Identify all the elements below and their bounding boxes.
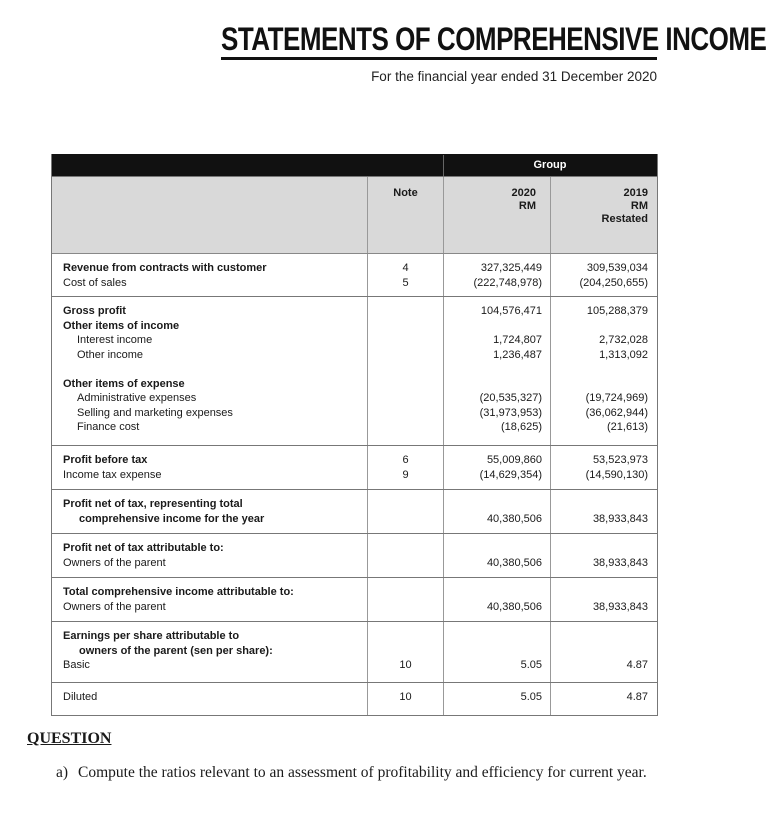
- note-cell: [367, 534, 443, 577]
- line-item-note: 6: [402, 454, 409, 466]
- line-item-label: Interest income: [77, 334, 153, 346]
- year-2019-currency: RM: [630, 200, 648, 212]
- line-item-note: [368, 512, 443, 527]
- statement-subtitle: For the financial year ended 31 December 2020: [371, 69, 657, 84]
- year-2020-header: [443, 177, 550, 253]
- line-item-value-2020: [444, 377, 542, 392]
- line-item-value-2019: (204,250,655): [579, 276, 648, 289]
- line-item-label: [63, 362, 367, 377]
- line-item-label: Profit before tax: [63, 454, 148, 466]
- year-2020-currency: RM: [518, 200, 536, 212]
- line-item-label: Gross profit: [63, 305, 126, 317]
- statement-section: [52, 533, 657, 577]
- line-item-label: comprehensive income for the year: [79, 512, 265, 525]
- title-underline: [221, 57, 657, 60]
- value-2020-cell: [443, 297, 550, 445]
- statement-sections: [52, 253, 657, 715]
- value-2020-cell: [443, 254, 550, 296]
- line-item-label: Profit net of tax attributable to:: [63, 542, 224, 554]
- line-item-note: 9: [402, 468, 409, 481]
- line-item-value-2020: [444, 541, 542, 556]
- line-item-value-2020: 1,724,807: [493, 334, 542, 346]
- label-cell: [52, 297, 367, 445]
- line-item-value-2019: 2,732,028: [599, 334, 648, 346]
- line-item-note: [368, 420, 443, 435]
- statement-section: [52, 296, 657, 445]
- line-item-value-2019: 4.87: [626, 659, 648, 671]
- value-2020-cell: [443, 683, 550, 715]
- line-item-value-2019: 38,933,843: [592, 512, 648, 525]
- line-item-note: [368, 333, 443, 348]
- line-item-value-2020: [444, 629, 542, 644]
- line-item-label: Selling and marketing expenses: [77, 406, 233, 419]
- line-item-value-2019: 309,539,034: [586, 262, 648, 274]
- line-item-note: 4: [402, 262, 409, 274]
- statement-title: STATEMENTS OF COMPREHENSIVE INCOME: [221, 20, 766, 58]
- line-item-note: [368, 304, 443, 319]
- line-item-label: Finance cost: [77, 421, 140, 433]
- note-cell: [367, 683, 443, 715]
- line-item-value-2019: [551, 629, 648, 644]
- line-item-value-2020: 55,009,860: [486, 454, 542, 466]
- note-cell: [367, 254, 443, 296]
- line-item-value-2020: (31,973,953): [479, 406, 542, 419]
- note-cell: [367, 578, 443, 621]
- statement-section: [52, 577, 657, 621]
- value-2020-cell: [443, 490, 550, 533]
- line-item-note: [368, 362, 443, 377]
- note-cell: [367, 490, 443, 533]
- line-item-value-2019: [551, 362, 648, 377]
- line-item-note: [368, 556, 443, 571]
- line-item-value-2019: (19,724,969): [585, 392, 648, 404]
- line-item-value-2019: [551, 319, 648, 334]
- value-2019-cell: [550, 254, 657, 296]
- year-2019-label: 2019: [623, 187, 648, 199]
- line-item-label: Diluted: [63, 691, 98, 703]
- value-2020-cell: [443, 578, 550, 621]
- label-cell: [52, 578, 367, 621]
- line-item-label: Owners of the parent: [63, 556, 166, 569]
- note-column-header: Note: [367, 177, 443, 253]
- note-cell: [367, 446, 443, 489]
- statement-section: [52, 682, 657, 715]
- line-item-label: Administrative expenses: [77, 392, 197, 404]
- line-item-value-2020: (20,535,327): [479, 392, 542, 404]
- value-2019-cell: [550, 297, 657, 445]
- question-text: Compute the ratios relevant to an assessment of profitability and efficiency for current year.: [78, 764, 647, 781]
- line-item-value-2019: (21,613): [607, 421, 648, 433]
- line-item-value-2020: [444, 362, 542, 377]
- line-item-value-2020: (14,629,354): [479, 468, 542, 481]
- statement-section: [52, 621, 657, 682]
- line-item-note: [368, 600, 443, 615]
- label-cell: [52, 490, 367, 533]
- question-item: [56, 762, 656, 783]
- line-item-value-2020: 40,380,506: [486, 556, 542, 569]
- line-item-value-2019: 38,933,843: [592, 556, 648, 569]
- income-statement-table: [51, 154, 658, 716]
- line-item-value-2019: [551, 585, 648, 600]
- note-cell: [367, 622, 443, 682]
- line-item-value-2020: 327,325,449: [480, 262, 542, 274]
- line-item-label: Total comprehensive income attributable to:: [63, 586, 294, 598]
- line-item-label: Revenue from contracts with customer: [63, 262, 267, 274]
- group-header-bar: [52, 154, 657, 176]
- line-item-label: owners of the parent (sen per share):: [79, 644, 273, 657]
- line-item-value-2019: [551, 644, 648, 659]
- label-cell: [52, 683, 367, 715]
- line-item-label: Other items of income: [63, 319, 180, 332]
- line-item-note: [368, 585, 443, 600]
- line-item-note: 5: [402, 276, 409, 289]
- line-item-value-2020: 40,380,506: [486, 512, 542, 525]
- value-2019-cell: [550, 534, 657, 577]
- line-item-value-2019: (36,062,944): [585, 406, 648, 419]
- line-item-note: [368, 629, 443, 644]
- line-item-note: [368, 541, 443, 556]
- value-2019-cell: [550, 578, 657, 621]
- line-item-note: [368, 406, 443, 421]
- value-2020-cell: [443, 534, 550, 577]
- value-2019-cell: [550, 490, 657, 533]
- line-item-label: Other items of expense: [63, 377, 185, 390]
- group-label: Group: [533, 159, 567, 171]
- line-item-label: Profit net of tax, representing total: [63, 498, 243, 510]
- line-item-value-2019: 105,288,379: [586, 305, 648, 317]
- line-item-value-2020: [444, 497, 542, 512]
- line-item-value-2020: [444, 585, 542, 600]
- year-2019-restated: Restated: [601, 213, 648, 225]
- column-header-row: [52, 176, 657, 253]
- value-2020-cell: [443, 446, 550, 489]
- line-item-note: 10: [399, 659, 412, 671]
- line-item-label: Cost of sales: [63, 276, 127, 289]
- label-cell: [52, 622, 367, 682]
- line-item-value-2019: 1,313,092: [599, 348, 648, 361]
- line-item-value-2019: 53,523,973: [592, 454, 648, 466]
- value-2019-cell: [550, 622, 657, 682]
- line-item-note: [368, 319, 443, 334]
- line-item-value-2020: 5.05: [520, 691, 542, 703]
- line-item-note: [368, 377, 443, 392]
- line-item-value-2019: (14,590,130): [585, 468, 648, 481]
- line-item-value-2019: 38,933,843: [592, 600, 648, 613]
- line-item-value-2019: 4.87: [626, 691, 648, 703]
- label-cell: [52, 534, 367, 577]
- line-item-label: Earnings per share attributable to: [63, 630, 240, 642]
- value-2019-cell: [550, 446, 657, 489]
- line-item-note: [368, 391, 443, 406]
- question-heading: QUESTION: [27, 730, 112, 747]
- line-item-value-2020: (18,625): [501, 421, 542, 433]
- line-item-note: [368, 497, 443, 512]
- line-item-value-2020: [444, 644, 542, 659]
- year-2020-label: 2020: [511, 187, 536, 199]
- line-item-value-2020: 104,576,471: [480, 305, 542, 317]
- line-item-value-2020: 1,236,487: [493, 348, 542, 361]
- line-item-label: Owners of the parent: [63, 600, 166, 613]
- statement-section: [52, 445, 657, 489]
- line-item-value-2020: 5.05: [520, 659, 542, 671]
- year-2019-header: [550, 177, 657, 253]
- value-2019-cell: [550, 683, 657, 715]
- line-item-note: [368, 644, 443, 659]
- statement-section: [52, 489, 657, 533]
- line-item-label: Income tax expense: [63, 468, 162, 481]
- line-item-value-2020: 40,380,506: [486, 600, 542, 613]
- line-item-value-2019: [551, 541, 648, 556]
- line-item-value-2020: (222,748,978): [473, 276, 542, 289]
- label-cell: [52, 254, 367, 296]
- statement-section: [52, 253, 657, 296]
- line-item-value-2020: [444, 319, 542, 334]
- header-label-cell: [52, 177, 367, 253]
- label-cell: [52, 446, 367, 489]
- question-label: a): [56, 764, 69, 781]
- line-item-note: 10: [399, 691, 412, 703]
- line-item-note: [368, 348, 443, 363]
- value-2020-cell: [443, 622, 550, 682]
- line-item-value-2019: [551, 497, 648, 512]
- line-item-value-2019: [551, 377, 648, 392]
- note-cell: [367, 297, 443, 445]
- line-item-label: Basic: [63, 659, 90, 671]
- line-item-label: Other income: [77, 348, 144, 361]
